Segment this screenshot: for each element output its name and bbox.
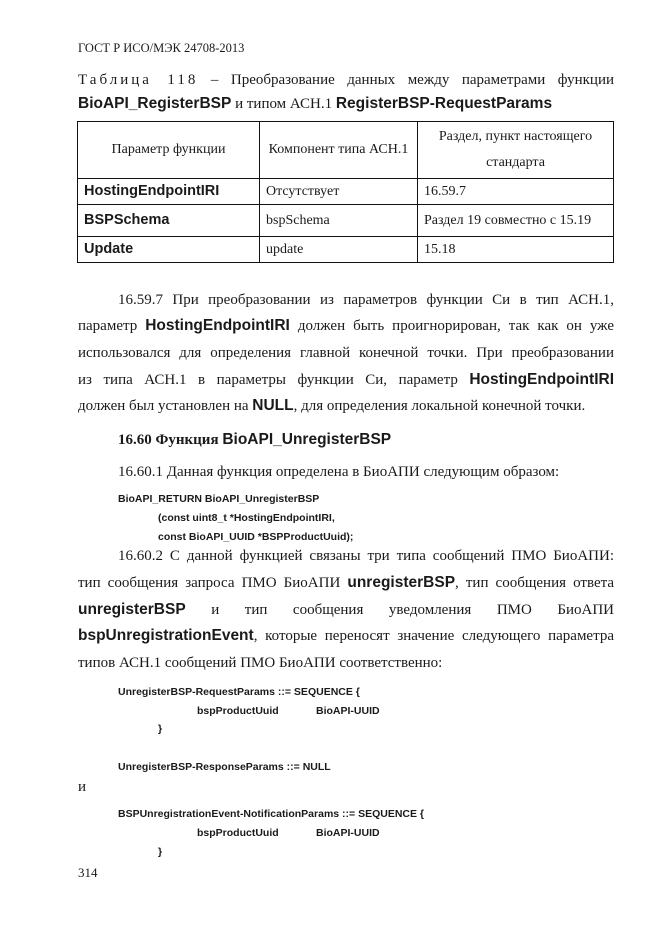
text-line <box>158 719 162 738</box>
code-text: const BioAPI_UUID *BSPProductUuid); <box>158 531 354 543</box>
bold-term: HostingEndpointIRI <box>145 317 290 334</box>
table-row <box>78 179 614 205</box>
text-line <box>78 778 86 796</box>
text-line <box>78 574 614 592</box>
section-cell: 16.59.7 <box>418 179 614 205</box>
caption-mid-text: и типом АСН.1 <box>231 96 336 112</box>
param-cell: HostingEndpointIRI <box>84 183 220 199</box>
header-cell: Раздел, пункт настоящего стандарта <box>418 122 614 179</box>
text-line <box>78 627 614 645</box>
text-segment: и тип сообщения уведомления ПМО БиоАПИ <box>185 602 614 618</box>
code-text: UnregisterBSP-ResponseParams ::= NULL <box>118 761 331 773</box>
text-segment: , которые переносят значение следующего параметра <box>253 628 614 644</box>
code-text: } <box>158 846 163 858</box>
header-cell: Компонент типа АСН.1 <box>260 122 418 179</box>
table-row <box>78 237 614 263</box>
asn-cell: bspSchema <box>260 205 418 237</box>
caption-function-name: BioAPI_RegisterBSP <box>78 95 232 112</box>
text-segment: 16.60.2 С данной функцией связаны три типа сообщений ПМО БиоАПИ: <box>118 548 614 564</box>
text-segment: 16.59.7 При преобразовании из параметров функции Си в тип АСН.1, <box>118 292 614 308</box>
bold-term: unregisterBSP <box>78 601 186 618</box>
text-line <box>118 757 331 776</box>
bold-term: HostingEndpointIRI <box>469 371 614 388</box>
bold-term: BioAPI_UnregisterBSP <box>222 431 392 448</box>
code-text: BSPUnregistrationEvent-NotificationParams ::= SEQUENCE { <box>118 808 425 820</box>
text-segment: , тип сообщения ответа <box>455 575 614 591</box>
table-row <box>78 205 614 237</box>
text-line <box>118 463 559 481</box>
code-text: } <box>158 723 163 735</box>
text-segment: 16.60.1 Данная функция определена в БиоАПИ следующим образом: <box>118 464 560 480</box>
text-line <box>78 397 585 415</box>
document-header: ГОСТ Р ИСО/МЭК 24708-2013 <box>78 41 245 55</box>
code-text: (const uint8_t *HostingEndpointIRI, <box>158 512 335 524</box>
text-segment: тип сообщения запроса ПМО БиоАПИ <box>78 575 348 591</box>
text-line <box>78 371 614 389</box>
table-caption-line-2 <box>78 95 552 113</box>
text-line <box>197 823 279 842</box>
text-line <box>118 804 424 823</box>
text-segment: и <box>78 779 87 795</box>
code-text: UnregisterBSP-RequestParams ::= SEQUENCE { <box>118 686 360 698</box>
code-text: bspProductUuid <box>197 827 279 839</box>
text-line <box>158 527 353 546</box>
text-line <box>118 291 614 309</box>
header-cell: Параметр функции <box>78 122 260 179</box>
code-text: BioAPI_RETURN BioAPI_UnregisterBSP <box>118 493 320 505</box>
text-segment: типов АСН.1 сообщений ПМО БиоАПИ соответственно: <box>78 655 443 671</box>
conversion-table <box>77 121 614 263</box>
text-line <box>78 654 442 672</box>
text-line <box>158 842 162 861</box>
text-line <box>78 317 614 335</box>
asn-cell: update <box>260 237 418 263</box>
section-cell: 15.18 <box>418 237 614 263</box>
text-segment: должен был установлен на <box>78 398 253 414</box>
table-header-row <box>78 122 614 179</box>
text-segment: из типа АСН.1 в параметры функции Си, параметр <box>78 372 470 388</box>
text-segment: параметр <box>78 318 146 334</box>
code-text: bspProductUuid <box>197 705 279 717</box>
text-line <box>197 701 279 720</box>
asn-cell: Отсутствует <box>260 179 418 205</box>
param-cell: BSPSchema <box>84 212 170 228</box>
caption-type-name: RegisterBSP-RequestParams <box>335 95 553 112</box>
table-caption-line-1 <box>78 71 614 89</box>
text-line <box>118 489 319 508</box>
text-line <box>118 431 391 449</box>
code-text: BioAPI-UUID <box>316 705 380 717</box>
bold-term: bspUnregistrationEvent <box>78 627 254 644</box>
text-segment: использовался для определения главной конечной точки. При преобразовании <box>78 345 614 361</box>
text-line <box>78 344 614 362</box>
text-line <box>158 508 335 527</box>
text-segment: , для определения локальной конечной точки. <box>293 398 586 414</box>
table-caption-text: – Преобразование данных между параметрами функции <box>210 72 614 88</box>
text-line <box>118 682 360 701</box>
text-line <box>316 701 380 720</box>
section-cell: Раздел 19 совместно с 15.19 <box>418 205 614 237</box>
bold-term: unregisterBSP <box>347 574 456 591</box>
text-line <box>316 823 380 842</box>
code-text: BioAPI-UUID <box>316 827 380 839</box>
text-line <box>78 601 614 619</box>
text-line <box>118 547 614 565</box>
table-label: Таблица 118 <box>78 72 199 88</box>
text-segment: должен быть проигнорирован, так как он уже <box>289 318 614 334</box>
page-number: 314 <box>78 865 98 880</box>
param-cell: Update <box>84 241 134 257</box>
bold-term: NULL <box>252 397 294 414</box>
bold-term: 16.60 Функция <box>118 432 223 448</box>
